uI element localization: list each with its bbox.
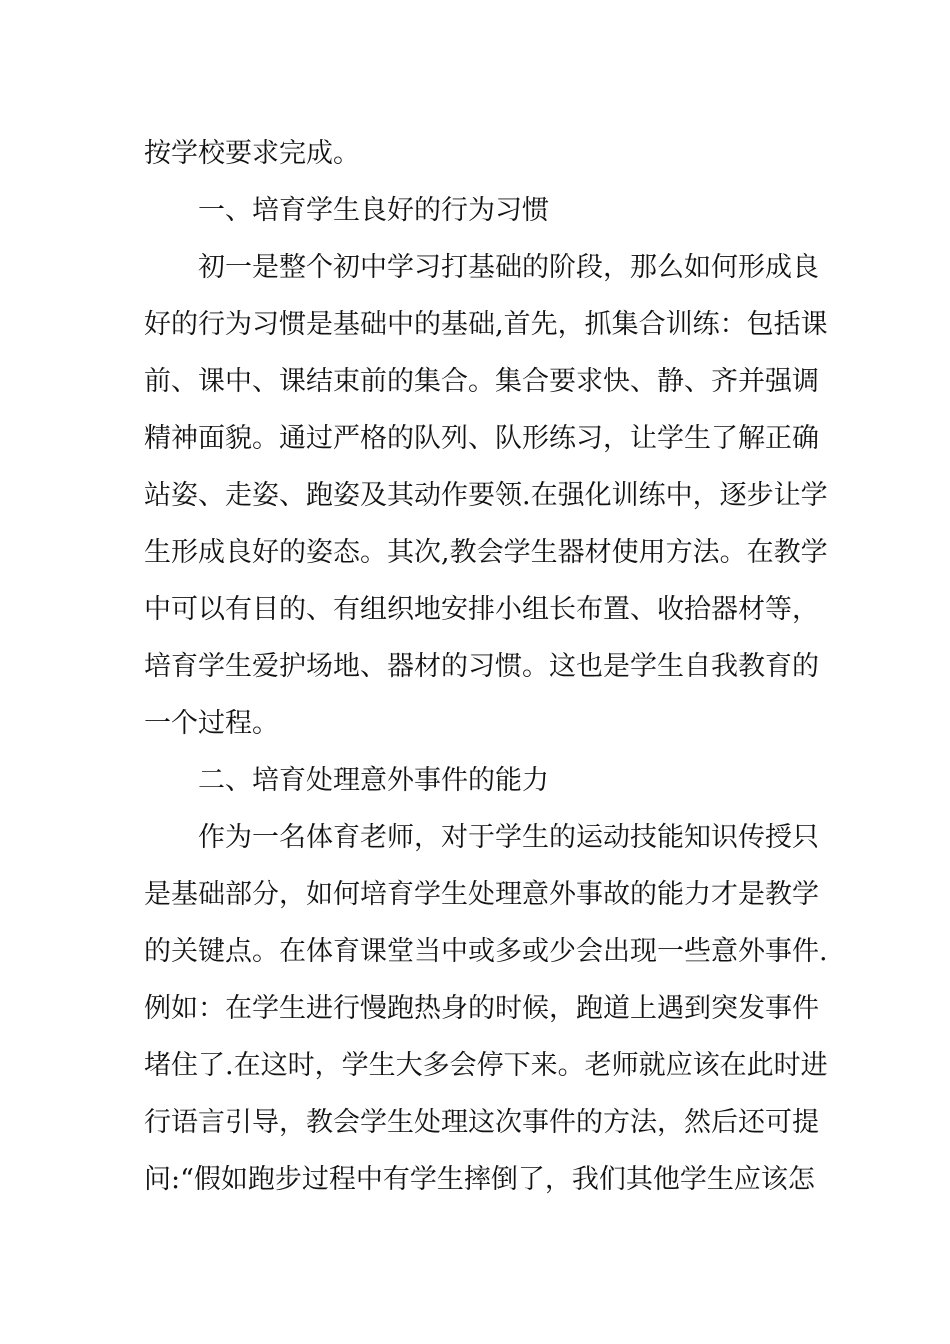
paragraph-line: 例如：在学生进行慢跑热身的时候，跑道上遇到突发事件 <box>144 993 819 1024</box>
paragraph-line: 站姿、走姿、跑姿及其动作要领.在强化训练中，逐步让学 <box>144 480 828 511</box>
text-line <box>0 1046 950 1086</box>
paragraph-line: 中可以有目的、有组织地安排小组长布置、收拾器材等， <box>144 594 819 625</box>
section-heading-text: 一、培育学生良好的行为习惯 <box>198 195 549 226</box>
paragraph-line: 前、课中、课结束前的集合。集合要求快、静、齐并强调 <box>144 366 819 397</box>
paragraph-first-line: 初一是整个初中学习打基础的阶段，那么如何形成良 <box>198 252 819 283</box>
text-line <box>0 647 950 687</box>
paragraph-line: 精神面貌。通过严格的队列、队形练习，让学生了解正确 <box>144 423 819 454</box>
section-heading-text: 二、培育处理意外事件的能力 <box>198 765 549 796</box>
section-heading-2 <box>0 761 950 801</box>
text-line <box>0 248 950 288</box>
text-line <box>0 1160 950 1200</box>
paragraph-line: 是基础部分，如何培育学生处理意外事故的能力才是教学 <box>144 879 819 910</box>
paragraph-continuation: 按学校要求完成。 <box>144 138 360 169</box>
section-heading-1 <box>0 191 950 231</box>
text-line <box>0 362 950 402</box>
text-line <box>0 533 950 573</box>
text-line <box>0 932 950 972</box>
paragraph-line: 的关键点。在体育课堂当中或多或少会出现一些意外事件. <box>144 936 828 967</box>
text-line <box>0 476 950 516</box>
text-line <box>0 590 950 630</box>
paragraph-first-line: 作为一名体育老师，对于学生的运动技能知识传授只 <box>198 822 819 853</box>
text-line <box>0 704 950 744</box>
text-line <box>0 134 950 174</box>
text-line <box>0 305 950 345</box>
paragraph-last-line: 一个过程。 <box>144 708 279 739</box>
text-line <box>0 989 950 1029</box>
text-line <box>0 419 950 459</box>
text-line <box>0 875 950 915</box>
paragraph-line: 行语言引导，教会学生处理这次事件的方法，然后还可提 <box>144 1107 819 1138</box>
text-line <box>0 1103 950 1143</box>
text-line <box>0 818 950 858</box>
paragraph-line: 生形成良好的姿态。其次,教会学生器材使用方法。在教学 <box>144 537 828 568</box>
paragraph-line: 好的行为习惯是基础中的基础,首先，抓集合训练：包括课 <box>144 309 828 340</box>
paragraph-line: 问:“假如跑步过程中有学生摔倒了，我们其他学生应该怎 <box>144 1164 815 1195</box>
paragraph-line: 堵住了.在这时，学生大多会停下来。老师就应该在此时进 <box>144 1050 828 1081</box>
paragraph-line: 培育学生爱护场地、器材的习惯。这也是学生自我教育的 <box>144 651 819 682</box>
